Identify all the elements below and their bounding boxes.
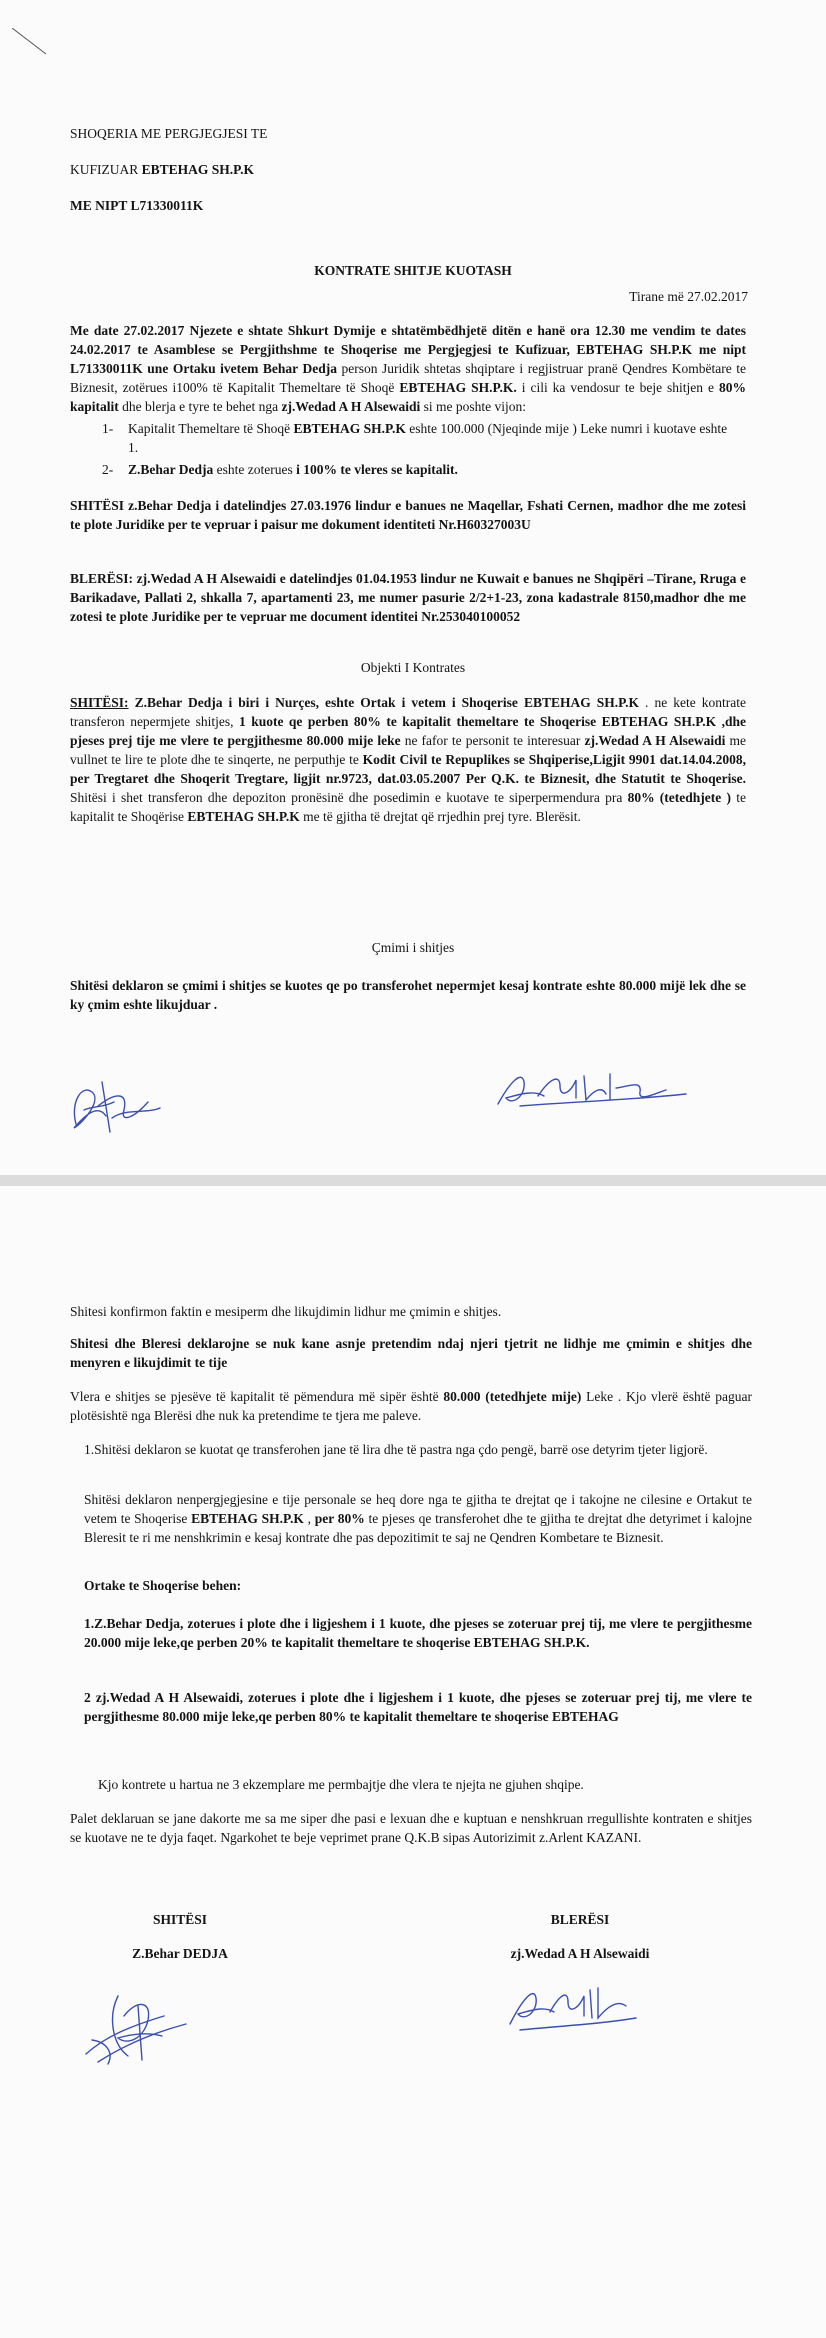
contract-title: KONTRATE SHITJE KUOTASH xyxy=(314,263,512,278)
copies-paragraph: Kjo kontrete u hartua ne 3 ekzemplare me permbajtje dhe vlera te njejta ne gjuhen shqipe. xyxy=(98,1777,584,1792)
seller-paragraph: SHITËSI z.Behar Dedja i datelindjes 27.03.1976 lindur e banues ne Maqellar, Fshati Cernen, madhor dhe me zotesi te plote Juridike per te vepruar i paisur me dokument identiteti Nr.H60327003U xyxy=(70,498,746,532)
partner-2-paragraph: 2 zj.Wedad A H Alsewaidi, zoterues i plote dhe i ligjeshem i 1 kuote, dhe pjeses se zoteruar prej tij, me vlere te pergjithesme 80.000 mije leke,qe perben 80% te kapitalit themeltare te shoqerise EBTEHAG xyxy=(84,1690,752,1724)
nipt-line: ME NIPT L71330011K xyxy=(70,198,204,213)
confirm-paragraph: Shitesi konfirmon faktin e mesiperm dhe likujdimin lidhur me çmimin e shitjes. xyxy=(70,1304,502,1319)
seller-signature-page-1 xyxy=(62,1062,172,1142)
object-heading: Objekti I Kontrates xyxy=(360,660,466,675)
corner-mark xyxy=(12,28,52,58)
seller-signature-page-2 xyxy=(78,1976,198,2076)
object-paragraph: SHITËSI: Z.Behar Dedja i biri i Nurçes, eshte Ortak i vetem i Shoqerise EBTEHAG SH.P.K . ne kete kontrate transferon nepermjete shitjes, 1 kuote qe perben 80% te kapitalit themeltare te Shoqerise EBTEHAG SH.P.K ,dhe pjeses prej tije me vlere te pergjithesme 80.000 mije leke ne fafor te personit te interesuar zj.Wedad A H Alsewaidi me vullnet te lire te plote dhe te sinqerte, ne perputhje te Kodit Civil te Repuplikes se Shqiperise,Ligjit 9901 dat.14.04.2008, per Tregtaret dhe Shoqerit Tregtare, ligjit nr.9723, dat.03.05.2007 Per Q.K. te Biznesit, dhe Statutit te Shoqerise. Shitësi i shet transferon dhe depoziton pronësinë dhe posedimin e kuotave te siperpermendura pra 80% (tetedhjete ) te kapitalit te Shoqërise EBTEHAG SH.P.K me të gjitha të drejtat që rrjedhin prej tyre. Blerësit. xyxy=(70,695,746,824)
seller-label: SHITËSI xyxy=(152,1912,208,1927)
free-paragraph: 1.Shitësi deklaron se kuotat qe transferohen jane të lira dhe të pastra nga çdo pengë, barrë ose detyrim tjeter ligjorë. xyxy=(84,1442,708,1457)
intro-paragraph: Me date 27.02.2017 Njezete e shtate Shkurt Dymije e shtatëmbëdhjetë ditën e hanë ora 12.30 me vendim te dates 24.02.2017 te Asamblese se Pergjithshme te Shoqerise me Pergjegjesi te Kufizuar, EBTEHAG SH.P.K me nipt L71330011K une Ortaku ivetem Behar Dedja person Juridik shtetas shqiptare i regjistruar pranë Qendres Kombëtare te Biznesit, zotërues i100% të Kapitalit Themeltare të Shoqë EBTEHAG SH.P.K. i cili ka vendosur te beje shitjen e 80% kapitalit dhe blerja e tyre te behet nga zj.Wedad A H Alsewaidi si me poshte vijon: xyxy=(70,323,747,414)
buyer-signature-page-1 xyxy=(490,1060,690,1115)
responsibility-paragraph: Shitësi deklaron nenpergjegjesine e tije personale se heq dore nga te gjitha te drejtat qe i takojne ne cilesine e Ortakut te vetem te Shoqerise EBTEHAG SH.P.K , per 80% te pjeses qe transferohet dhe te gjitha te drejtat dhe detyrimet i kalojne Bleresit te ri me nenshkrimin e kesaj kontrate dhe pas depozitimit te saj ne Qendren Kombetare te Biznesit. xyxy=(84,1492,753,1545)
final-paragraph: Palet deklaruan se jane dakorte me sa me siper dhe pasi e lexuan dhe e kuptuan e nenshkruan rregullishte kontraten e shitjes se kuotave ne te dyja faqet. Ngarkohet te beje veprimet prane Q.K.B sipas Autorizimit z.Arlent KAZANI. xyxy=(70,1811,752,1845)
company-name: EBTEHAG SH.P.K xyxy=(141,162,255,177)
list-number-1: 1- xyxy=(102,421,114,436)
list-number-2: 2- xyxy=(102,462,114,477)
price-heading: Çmimi i shitjes xyxy=(371,940,455,955)
list-item-1: Kapitalit Themeltare të Shoqë EBTEHAG SH.P.K eshte 100.000 (Njeqinde mije ) Leke numri i kuotave eshte 1. xyxy=(128,421,728,455)
buyer-label: BLERËSI xyxy=(550,1912,610,1927)
no-claim-paragraph: Shitesi dhe Bleresi deklarojne se nuk kane asnje pretendim ndaj njeri tjetrit ne lidhje me çmimin e shitjes dhe menyren e likujdimit te tije xyxy=(70,1336,752,1370)
price-paragraph: Shitësi deklaron se çmimi i shitjes se kuotes qe po transferohet nepermjet kesaj kontrate eshte 80.000 mijë lek dhe se ky çmim eshte likujduar . xyxy=(70,978,746,1012)
buyer-signature-page-2 xyxy=(500,1970,640,2040)
contract-page-2 xyxy=(0,1186,826,2338)
list-item-2: Z.Behar Dedja eshte zoterues i 100% te vleres se kapitalit. xyxy=(128,462,458,477)
buyer-name: zj.Wedad A H Alsewaidi xyxy=(510,1946,650,1961)
value-paragraph: Vlera e shitjes se pjesëve të kapitalit të pëmendura më sipër është 80.000 (tetedhjete mije) Leke . Kjo vlerë është paguar plotësishtë nga Blerësi dhe nuk ka pretendime te tjera me paleve. xyxy=(70,1389,752,1423)
place-date: Tirane më 27.02.2017 xyxy=(629,289,748,304)
seller-name: Z.Behar DEDJA xyxy=(132,1946,228,1961)
company-line-2: KUFIZUAR EBTEHAG SH.P.K xyxy=(70,162,255,177)
company-line-1: SHOQERIA ME PERGJEGJESI TE xyxy=(70,126,268,141)
partners-heading: Ortake te Shoqerise behen: xyxy=(84,1578,242,1593)
partner-1-paragraph: 1.Z.Behar Dedja, zoterues i plote dhe i ligjeshem i 1 kuote, dhe pjeses se zoteruar prej tij, me vlere te pergjithesme 20.000 mije leke,qe perben 20% te kapitalit themeltare te shoqerise EBTEHAG SH.P.K. xyxy=(84,1616,752,1650)
buyer-paragraph: BLERËSI: zj.Wedad A H Alsewaidi e datelindjes 01.04.1953 lindur ne Kuwait e banues ne Shqipëri –Tirane, Rruga e Barikadave, Pallati 2, shkalla 7, apartamenti 23, me numer pasurie 2/2+1-23, zona kadastrale 8150,madhor dhe me zotesi te plote Juridike per te vepruar me document identitei Nr.253040100052 xyxy=(70,571,746,624)
